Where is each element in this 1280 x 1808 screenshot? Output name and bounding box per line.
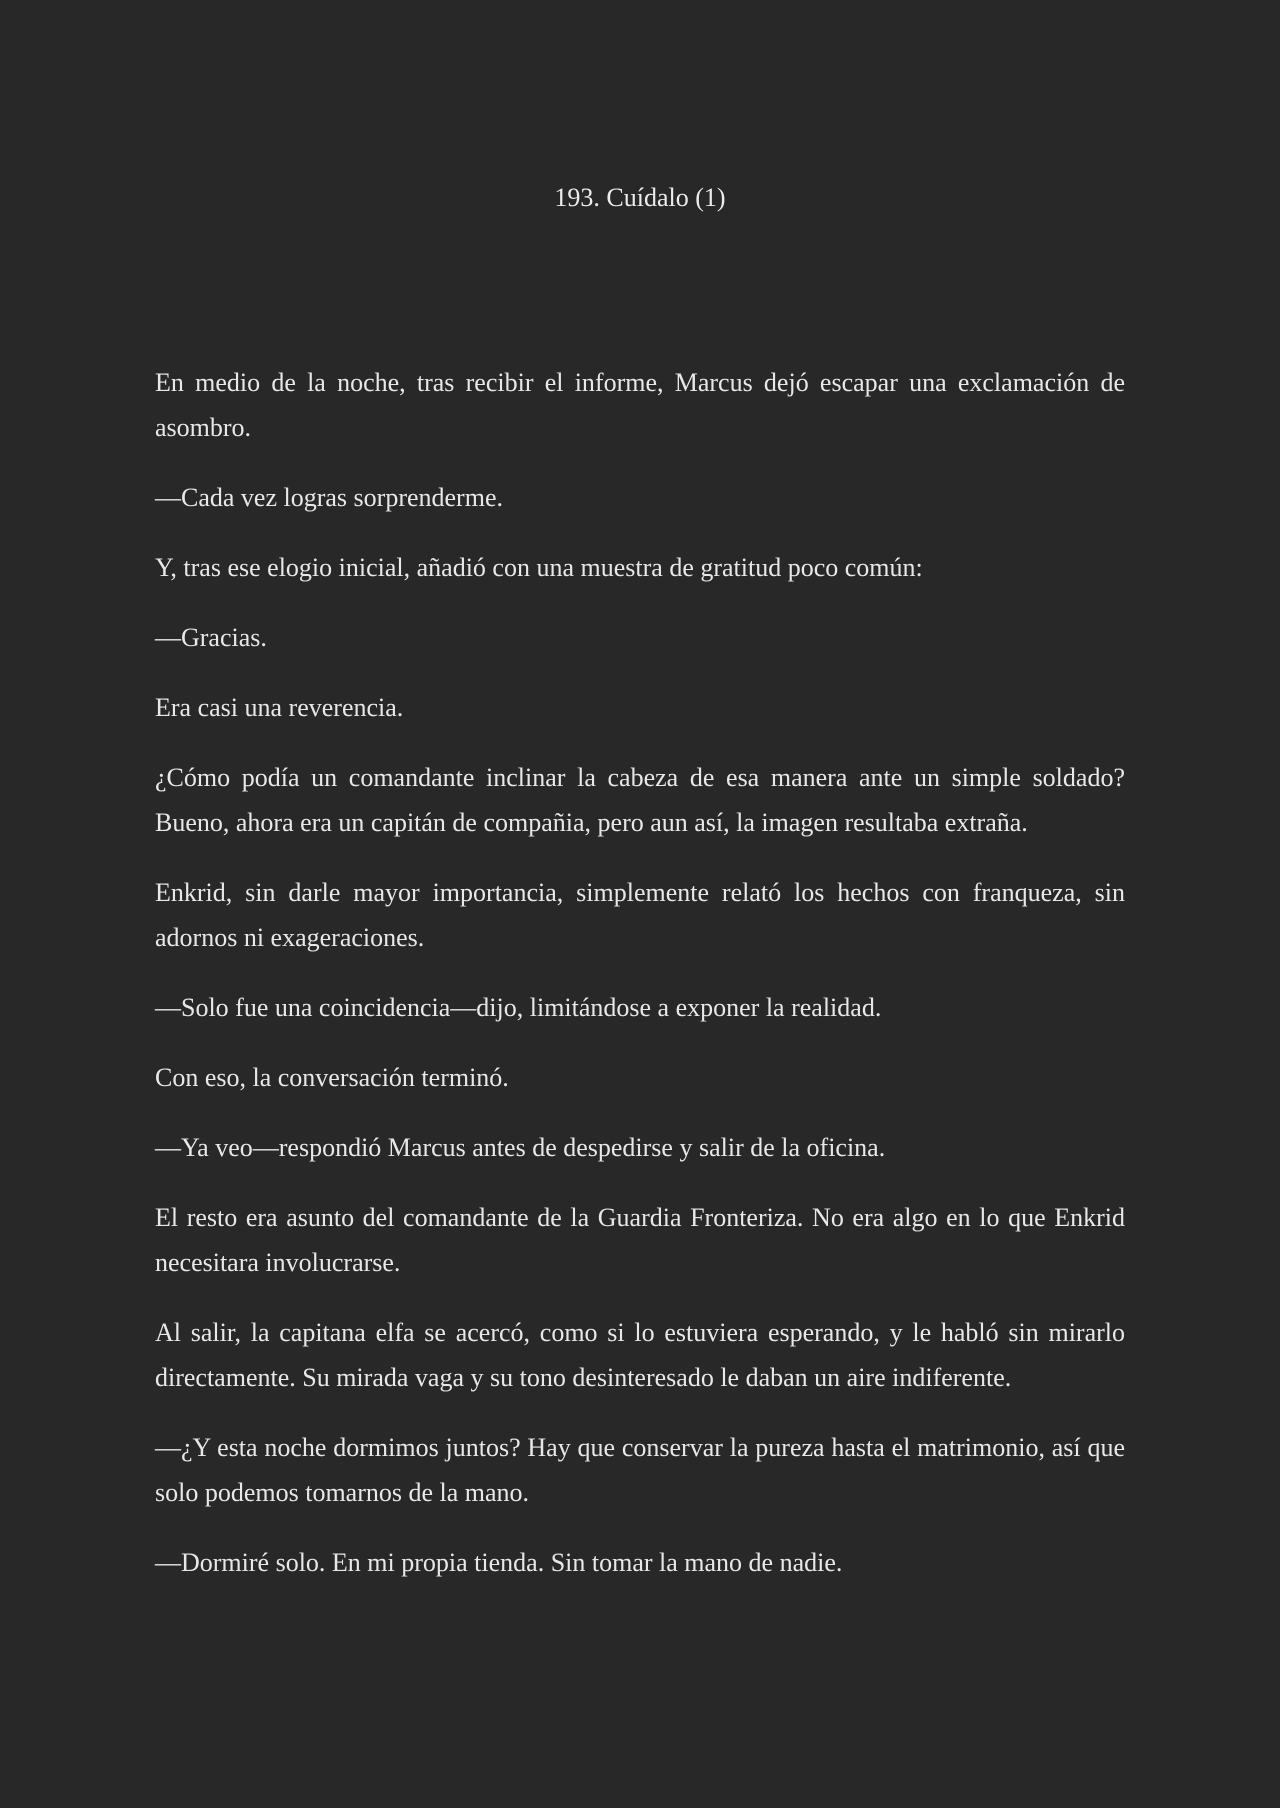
- paragraph: —Cada vez logras sorprenderme.: [155, 483, 503, 512]
- paragraph: —Solo fue una coincidencia—dijo, limitándose a exponer la realidad.: [155, 993, 882, 1022]
- paragraph: Al salir, la capitana elfa se acercó, como si lo estuviera esperando, y le habló sin mirarlo directamente. Su mirada vaga y su tono desinteresado le daban un aire indiferente.: [155, 1318, 1125, 1392]
- paragraph: —¿Y esta noche dormimos juntos? Hay que conservar la pureza hasta el matrimonio, así que solo podemos tomarnos de la mano.: [155, 1433, 1125, 1507]
- chapter-title: 193. Cuídalo (1): [554, 183, 726, 212]
- chapter-body: [155, 360, 1125, 1585]
- paragraph: Enkrid, sin darle mayor importancia, simplemente relató los hechos con franqueza, sin adornos ni exageraciones.: [155, 878, 1125, 952]
- paragraph: Con eso, la conversación terminó.: [155, 1063, 509, 1092]
- paragraph: ¿Cómo podía un comandante inclinar la cabeza de esa manera ante un simple soldado? Bueno, ahora era un capitán de compañia, pero aun así, la imagen resultaba extraña.: [155, 763, 1125, 837]
- paragraph: Era casi una reverencia.: [155, 693, 404, 722]
- paragraph: Y, tras ese elogio inicial, añadió con una muestra de gratitud poco común:: [155, 553, 923, 582]
- paragraph: —Ya veo—respondió Marcus antes de despedirse y salir de la oficina.: [155, 1133, 886, 1162]
- paragraph: —Dormiré solo. En mi propia tienda. Sin tomar la mano de nadie.: [155, 1548, 843, 1577]
- paragraph: El resto era asunto del comandante de la Guardia Fronteriza. No era algo en lo que Enkrid necesitara involucrarse.: [155, 1203, 1125, 1277]
- paragraph: —Gracias.: [155, 623, 267, 652]
- paragraph: En medio de la noche, tras recibir el informe, Marcus dejó escapar una exclamación de asombro.: [155, 368, 1125, 442]
